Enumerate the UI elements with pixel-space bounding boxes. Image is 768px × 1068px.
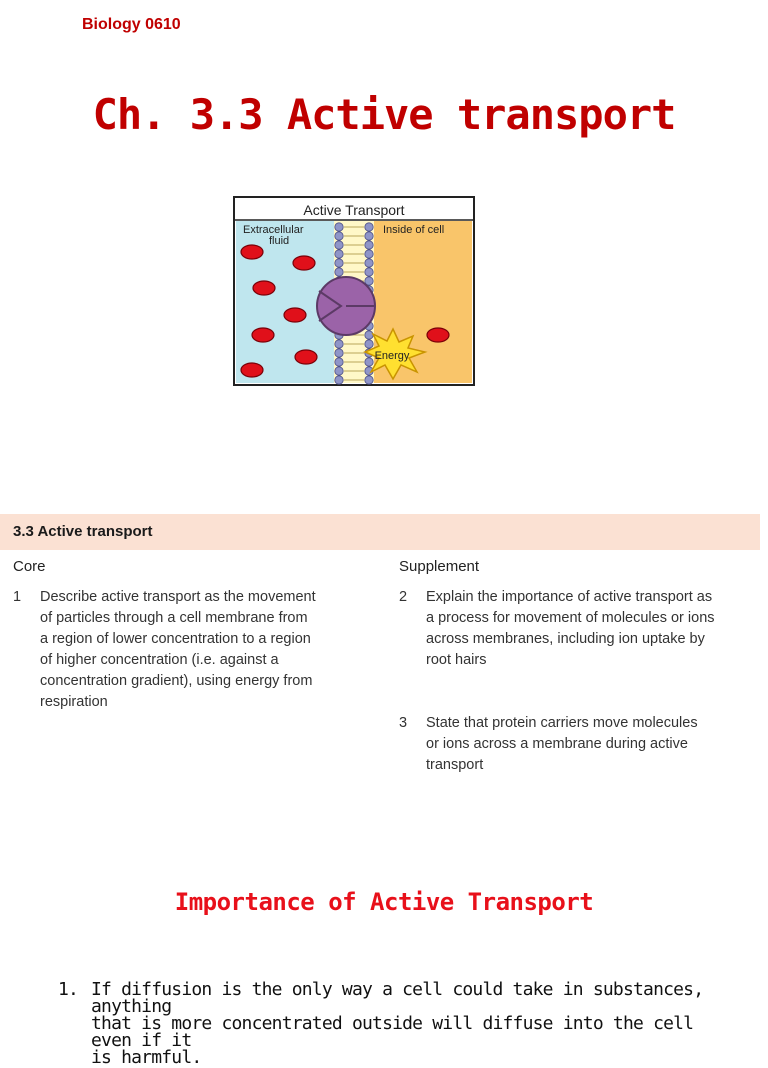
item-line: concentration gradient), using energy from	[40, 673, 313, 689]
molecule	[253, 281, 275, 295]
phospholipid-head	[335, 340, 343, 348]
carrier-protein	[317, 277, 375, 335]
item-line: State that protein carriers move molecules	[426, 715, 698, 731]
diagram-title: Active Transport	[303, 202, 405, 218]
section-title: 3.3 Active transport	[13, 523, 153, 540]
energy-label: Energy	[374, 350, 410, 362]
item-line: a region of lower concentration to a region	[40, 631, 311, 647]
course-label: Biology 0610	[82, 16, 181, 33]
item-number: 2	[399, 589, 408, 605]
supplement-item-2	[399, 587, 759, 677]
phospholipid-head	[335, 376, 343, 384]
point-line: is harmful.	[91, 1047, 202, 1068]
fluid-label: fluid	[269, 235, 290, 247]
phospholipid-head	[365, 340, 373, 348]
molecule	[427, 328, 449, 342]
supplement-item-3	[399, 713, 759, 783]
point-line: If diffusion is the only way a cell could take in substances, anything	[91, 979, 704, 1017]
phospholipid-head	[365, 259, 373, 267]
active-transport-diagram	[233, 196, 475, 386]
core-heading: Core	[13, 558, 46, 575]
item-line: or ions across a membrane during active	[426, 736, 688, 752]
phospholipid-head	[365, 250, 373, 258]
inside-cell-label: Inside of cell	[383, 224, 445, 236]
item-line: respiration	[40, 694, 108, 710]
phospholipid-head	[335, 268, 343, 276]
molecule	[284, 308, 306, 322]
point-number: 1.	[58, 979, 79, 1000]
item-number: 1	[13, 589, 22, 605]
molecule	[295, 350, 317, 364]
phospholipid-head	[335, 232, 343, 240]
phospholipid-head	[365, 268, 373, 276]
phospholipid-head	[335, 367, 343, 375]
phospholipid-head	[335, 223, 343, 231]
item-line: transport	[426, 757, 484, 773]
phospholipid-head	[365, 223, 373, 231]
phospholipid-head	[365, 241, 373, 249]
phospholipid-head	[365, 376, 373, 384]
extracellular-label: Extracellular	[243, 224, 304, 236]
phospholipid-head	[335, 250, 343, 258]
molecule	[241, 363, 263, 377]
item-line: a process for movement of molecules or ions	[426, 610, 715, 626]
point-line: that is more concentrated outside will diffuse into the cell even if it	[91, 1013, 694, 1051]
phospholipid-head	[335, 349, 343, 357]
phospholipid-head	[335, 358, 343, 366]
item-line: root hairs	[426, 652, 487, 668]
phospholipid-head	[365, 331, 373, 339]
core-item-1	[13, 587, 373, 717]
item-line: of higher concentration (i.e. against a	[40, 652, 279, 668]
phospholipid-head	[365, 358, 373, 366]
item-line: of particles through a cell membrane from	[40, 610, 308, 626]
molecule	[241, 245, 263, 259]
phospholipid-head	[335, 259, 343, 267]
molecule	[252, 328, 274, 342]
phospholipid-head	[335, 241, 343, 249]
molecule	[293, 256, 315, 270]
chapter-title: Ch. 3.3 Active transport	[92, 90, 676, 139]
item-line: across membranes, including ion uptake by	[426, 631, 705, 647]
item-line: Describe active transport as the movement	[40, 589, 316, 605]
supplement-heading: Supplement	[399, 558, 480, 575]
item-line: Explain the importance of active transport as	[426, 589, 713, 605]
phospholipid-head	[365, 232, 373, 240]
importance-heading: Importance of Active Transport	[174, 888, 594, 916]
item-number: 3	[399, 715, 408, 731]
